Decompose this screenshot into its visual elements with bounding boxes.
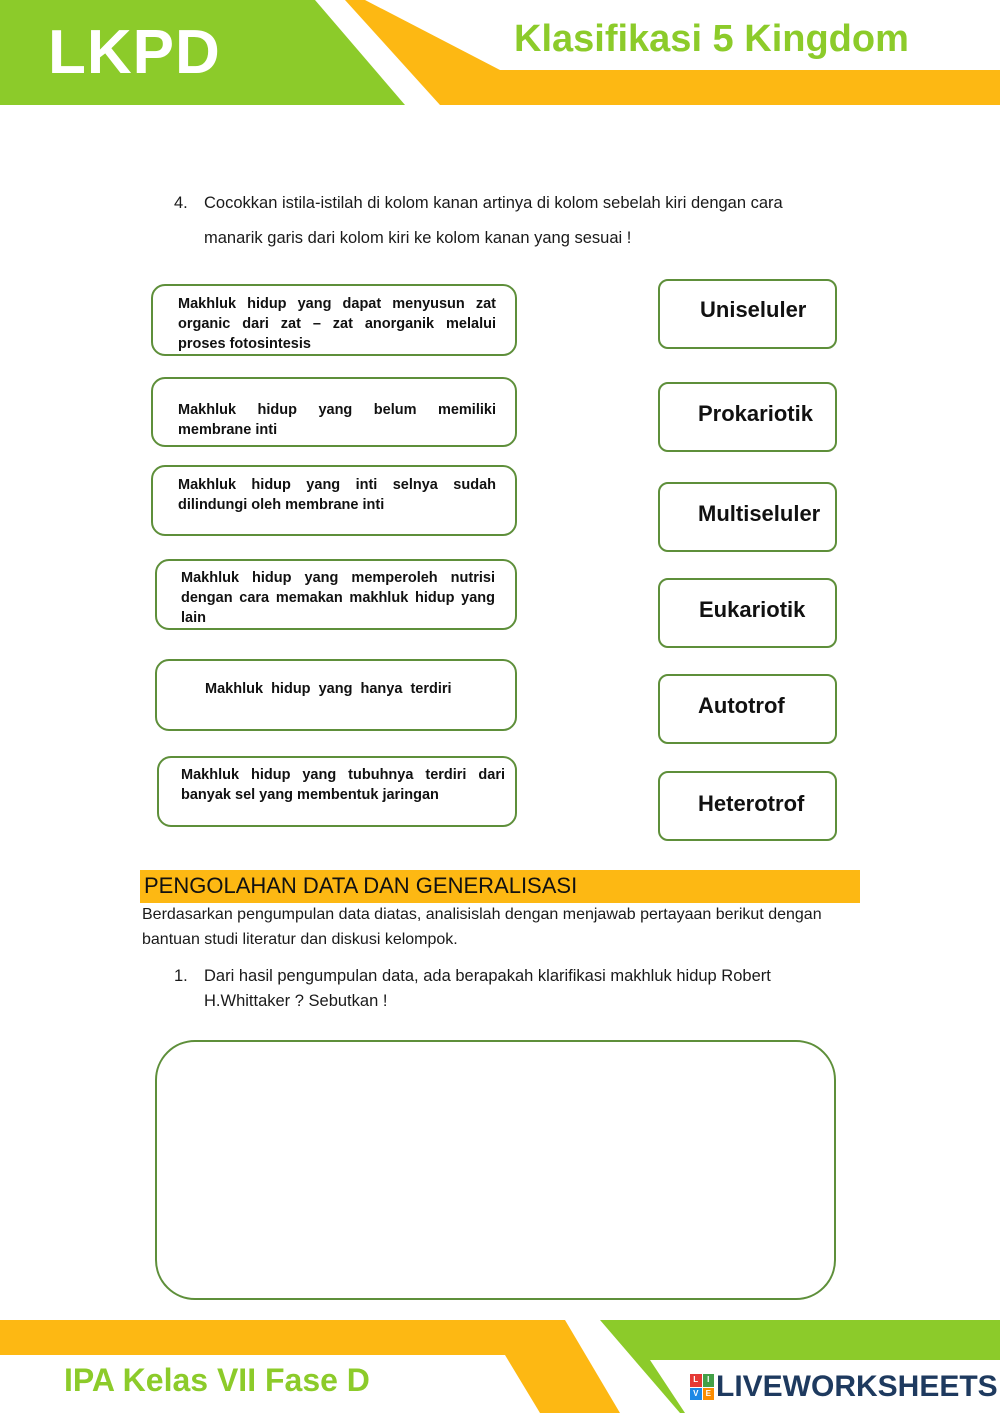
definition-box-4[interactable] [155,559,517,630]
logo-badge-letter: I [703,1374,715,1387]
term-heterotrof: Heterotrof [698,791,805,816]
logo-badge-letter: L [690,1374,702,1387]
question-1-text: Dari hasil pengumpulan data, ada berapakah klarifikasi makhluk hidup Robert H.Whittaker ? Sebutkan ! [204,967,771,1010]
term-box-prokariotik[interactable] [658,382,837,452]
definition-text-5: Makhluk hidup yang hanya terdiri [205,681,452,697]
definition-text-3: Makhluk hidup yang inti selnya sudah dilindungi oleh membrane inti [178,477,496,513]
term-uniseluler: Uniseluler [700,297,807,322]
definition-text-6: Makhluk hidup yang tubuhnya terdiri dari banyak sel yang membentuk jaringan [181,767,505,803]
definition-box-2[interactable] [151,377,517,447]
term-box-autotrof[interactable] [658,674,837,744]
logo-badge-letter: V [690,1388,702,1401]
liveworksheets-logo[interactable] [690,1370,998,1404]
question-1 [174,964,814,1014]
liveworksheets-badge-icon [690,1374,714,1400]
section-title: PENGOLAHAN DATA DAN GENERALISASI [144,873,578,898]
instruction [174,186,834,256]
term-prokariotik: Prokariotik [698,401,813,426]
term-autotrof: Autotrof [698,693,785,718]
definition-text-4: Makhluk hidup yang memperoleh nutrisi dengan cara memakan makhluk hidup yang lain [181,570,495,626]
definition-box-3[interactable] [151,465,517,536]
definition-text-1: Makhluk hidup yang dapat menyusun zat organic dari zat – zat anorganik melalui proses fotosintesis [178,296,496,352]
definition-box-1[interactable] [151,284,517,356]
term-box-heterotrof[interactable] [658,771,837,841]
definition-box-6[interactable] [157,756,517,827]
definition-box-5[interactable] [155,659,517,731]
term-multiseluler: Multiseluler [698,501,821,526]
question-1-number: 1. [174,967,188,985]
term-eukariotik: Eukariotik [699,597,806,622]
instruction-line-2: manarik garis dari kolom kiri ke kolom kanan yang sesuai ! [204,229,632,247]
term-box-eukariotik[interactable] [658,578,837,648]
instruction-line-1: Cocokkan istila-istilah di kolom kanan artinya di kolom sebelah kiri dengan cara [204,194,783,212]
logo-badge-letter: E [703,1388,715,1401]
definition-text-2: Makhluk hidup yang belum memiliki membrane inti [178,402,496,438]
answer-textbox[interactable] [155,1040,836,1300]
header-topic-title: Klasifikasi 5 Kingdom [514,18,909,60]
term-box-uniseluler[interactable] [658,279,837,349]
footer-label: IPA Kelas VII Fase D [64,1362,370,1398]
term-box-multiseluler[interactable] [658,482,837,552]
liveworksheets-logo-text: LIVEWORKSHEETS [716,1370,998,1403]
section-description: Berdasarkan pengumpulan data diatas, analisislah dengan menjawab pertayaan berikut dengan bantuan studi literatur dan diskusi kelompok. [142,906,822,948]
instruction-number: 4. [174,194,188,212]
header-label: LKPD [48,18,221,87]
